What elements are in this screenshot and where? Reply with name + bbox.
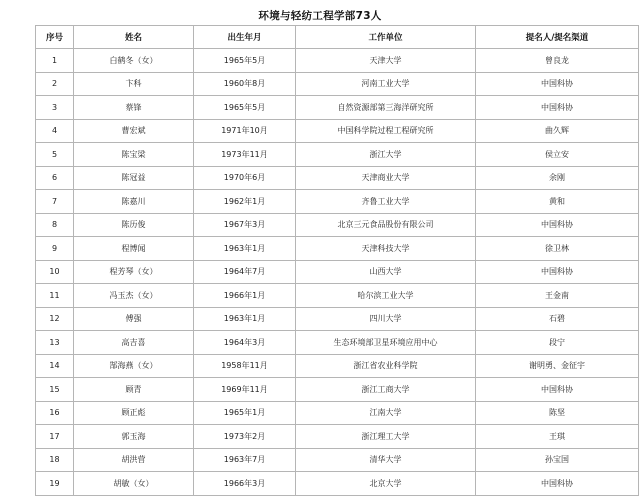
cell-serial: 3 (36, 96, 74, 120)
cell-workplace: 浙江省农业科学院 (296, 354, 476, 378)
cell-workplace: 哈尔滨工业大学 (296, 284, 476, 308)
cell-name: 陈宝梁 (74, 143, 194, 167)
cell-serial: 2 (36, 72, 74, 96)
cell-nominator: 石碧 (476, 307, 639, 331)
table-header (36, 26, 639, 49)
cell-workplace: 浙江大学 (296, 143, 476, 167)
cell-serial: 12 (36, 307, 74, 331)
cell-nominator: 侯立安 (476, 143, 639, 167)
cell-nominator: 段宁 (476, 331, 639, 355)
table-row (36, 213, 639, 237)
table-row (36, 260, 639, 284)
table-row (36, 472, 639, 496)
cell-nominator: 徐卫林 (476, 237, 639, 261)
cell-workplace: 中国科学院过程工程研究所 (296, 119, 476, 143)
cell-workplace: 北京大学 (296, 472, 476, 496)
cell-name: 陈冠益 (74, 166, 194, 190)
table-row (36, 425, 639, 449)
cell-name: 卞科 (74, 72, 194, 96)
roster-table (35, 25, 639, 496)
cell-birth: 1963年1月 (194, 307, 296, 331)
cell-nominator: 黄和 (476, 190, 639, 214)
table-row (36, 448, 639, 472)
cell-birth: 1965年5月 (194, 49, 296, 73)
cell-workplace: 河南工业大学 (296, 72, 476, 96)
cell-name: 曹宏斌 (74, 119, 194, 143)
cell-nominator: 中国科协 (476, 213, 639, 237)
cell-name: 白鹤冬（女） (74, 49, 194, 73)
cell-serial: 14 (36, 354, 74, 378)
cell-nominator: 中国科协 (476, 96, 639, 120)
cell-nominator: 中国科协 (476, 260, 639, 284)
table-row (36, 49, 639, 73)
cell-birth: 1973年2月 (194, 425, 296, 449)
header-name: 姓名 (74, 26, 194, 49)
header-serial: 序号 (36, 26, 74, 49)
cell-birth: 1958年11月 (194, 354, 296, 378)
cell-name: 胡敏（女） (74, 472, 194, 496)
cell-birth: 1965年1月 (194, 401, 296, 425)
table-row (36, 331, 639, 355)
cell-birth: 1971年10月 (194, 119, 296, 143)
cell-workplace: 四川大学 (296, 307, 476, 331)
table-row (36, 237, 639, 261)
cell-birth: 1962年1月 (194, 190, 296, 214)
cell-birth: 1967年3月 (194, 213, 296, 237)
table-row (36, 96, 639, 120)
table-row (36, 354, 639, 378)
cell-serial: 13 (36, 331, 74, 355)
cell-birth: 1966年3月 (194, 472, 296, 496)
header-birth: 出生年月 (194, 26, 296, 49)
cell-name: 傅强 (74, 307, 194, 331)
cell-nominator: 曾良龙 (476, 49, 639, 73)
cell-serial: 7 (36, 190, 74, 214)
cell-birth: 1960年8月 (194, 72, 296, 96)
cell-serial: 17 (36, 425, 74, 449)
cell-birth: 1964年3月 (194, 331, 296, 355)
cell-birth: 1973年11月 (194, 143, 296, 167)
table-row (36, 166, 639, 190)
cell-serial: 19 (36, 472, 74, 496)
table-row (36, 307, 639, 331)
cell-name: 胡洪营 (74, 448, 194, 472)
cell-serial: 10 (36, 260, 74, 284)
cell-birth: 1963年7月 (194, 448, 296, 472)
cell-birth: 1970年6月 (194, 166, 296, 190)
cell-name: 陈嘉川 (74, 190, 194, 214)
cell-birth: 1964年7月 (194, 260, 296, 284)
table-row (36, 190, 639, 214)
cell-nominator: 中国科协 (476, 72, 639, 96)
cell-serial: 15 (36, 378, 74, 402)
cell-nominator: 谢明勇、金征宇 (476, 354, 639, 378)
cell-name: 冯玉杰（女） (74, 284, 194, 308)
cell-serial: 5 (36, 143, 74, 167)
cell-serial: 1 (36, 49, 74, 73)
table-row (36, 284, 639, 308)
header-nominator: 提名人/提名渠道 (476, 26, 639, 49)
cell-workplace: 江南大学 (296, 401, 476, 425)
cell-workplace: 天津商业大学 (296, 166, 476, 190)
cell-serial: 16 (36, 401, 74, 425)
cell-nominator: 余刚 (476, 166, 639, 190)
cell-name: 郭玉海 (74, 425, 194, 449)
cell-workplace: 自然资源部第三海洋研究所 (296, 96, 476, 120)
table-row (36, 72, 639, 96)
cell-workplace: 生态环境部卫星环境应用中心 (296, 331, 476, 355)
cell-name: 郜海燕（女） (74, 354, 194, 378)
cell-serial: 9 (36, 237, 74, 261)
cell-serial: 4 (36, 119, 74, 143)
cell-birth: 1966年1月 (194, 284, 296, 308)
table-row (36, 378, 639, 402)
header-workplace: 工作单位 (296, 26, 476, 49)
cell-nominator: 陈坚 (476, 401, 639, 425)
cell-name: 顾青 (74, 378, 194, 402)
header-row (36, 26, 639, 49)
cell-nominator: 孙宝国 (476, 448, 639, 472)
cell-nominator: 曲久辉 (476, 119, 639, 143)
cell-workplace: 清华大学 (296, 448, 476, 472)
cell-serial: 18 (36, 448, 74, 472)
page-title: 环境与轻纺工程学部73人 (258, 10, 382, 22)
cell-workplace: 天津大学 (296, 49, 476, 73)
cell-name: 高吉喜 (74, 331, 194, 355)
cell-workplace: 浙江工商大学 (296, 378, 476, 402)
cell-serial: 11 (36, 284, 74, 308)
cell-nominator: 中国科协 (476, 472, 639, 496)
cell-name: 蔡锋 (74, 96, 194, 120)
cell-birth: 1963年1月 (194, 237, 296, 261)
cell-workplace: 山西大学 (296, 260, 476, 284)
cell-nominator: 王金南 (476, 284, 639, 308)
cell-nominator: 中国科协 (476, 378, 639, 402)
cell-workplace: 齐鲁工业大学 (296, 190, 476, 214)
table-body (36, 49, 639, 496)
table-row (36, 401, 639, 425)
cell-workplace: 浙江理工大学 (296, 425, 476, 449)
cell-nominator: 王琪 (476, 425, 639, 449)
cell-birth: 1965年5月 (194, 96, 296, 120)
cell-name: 顾正彪 (74, 401, 194, 425)
cell-workplace: 北京三元食品股份有限公司 (296, 213, 476, 237)
cell-name: 陈历俊 (74, 213, 194, 237)
table-row (36, 143, 639, 167)
table-row (36, 119, 639, 143)
cell-name: 程博闻 (74, 237, 194, 261)
cell-serial: 8 (36, 213, 74, 237)
cell-name: 程芳琴（女） (74, 260, 194, 284)
cell-serial: 6 (36, 166, 74, 190)
cell-workplace: 天津科技大学 (296, 237, 476, 261)
cell-birth: 1969年11月 (194, 378, 296, 402)
